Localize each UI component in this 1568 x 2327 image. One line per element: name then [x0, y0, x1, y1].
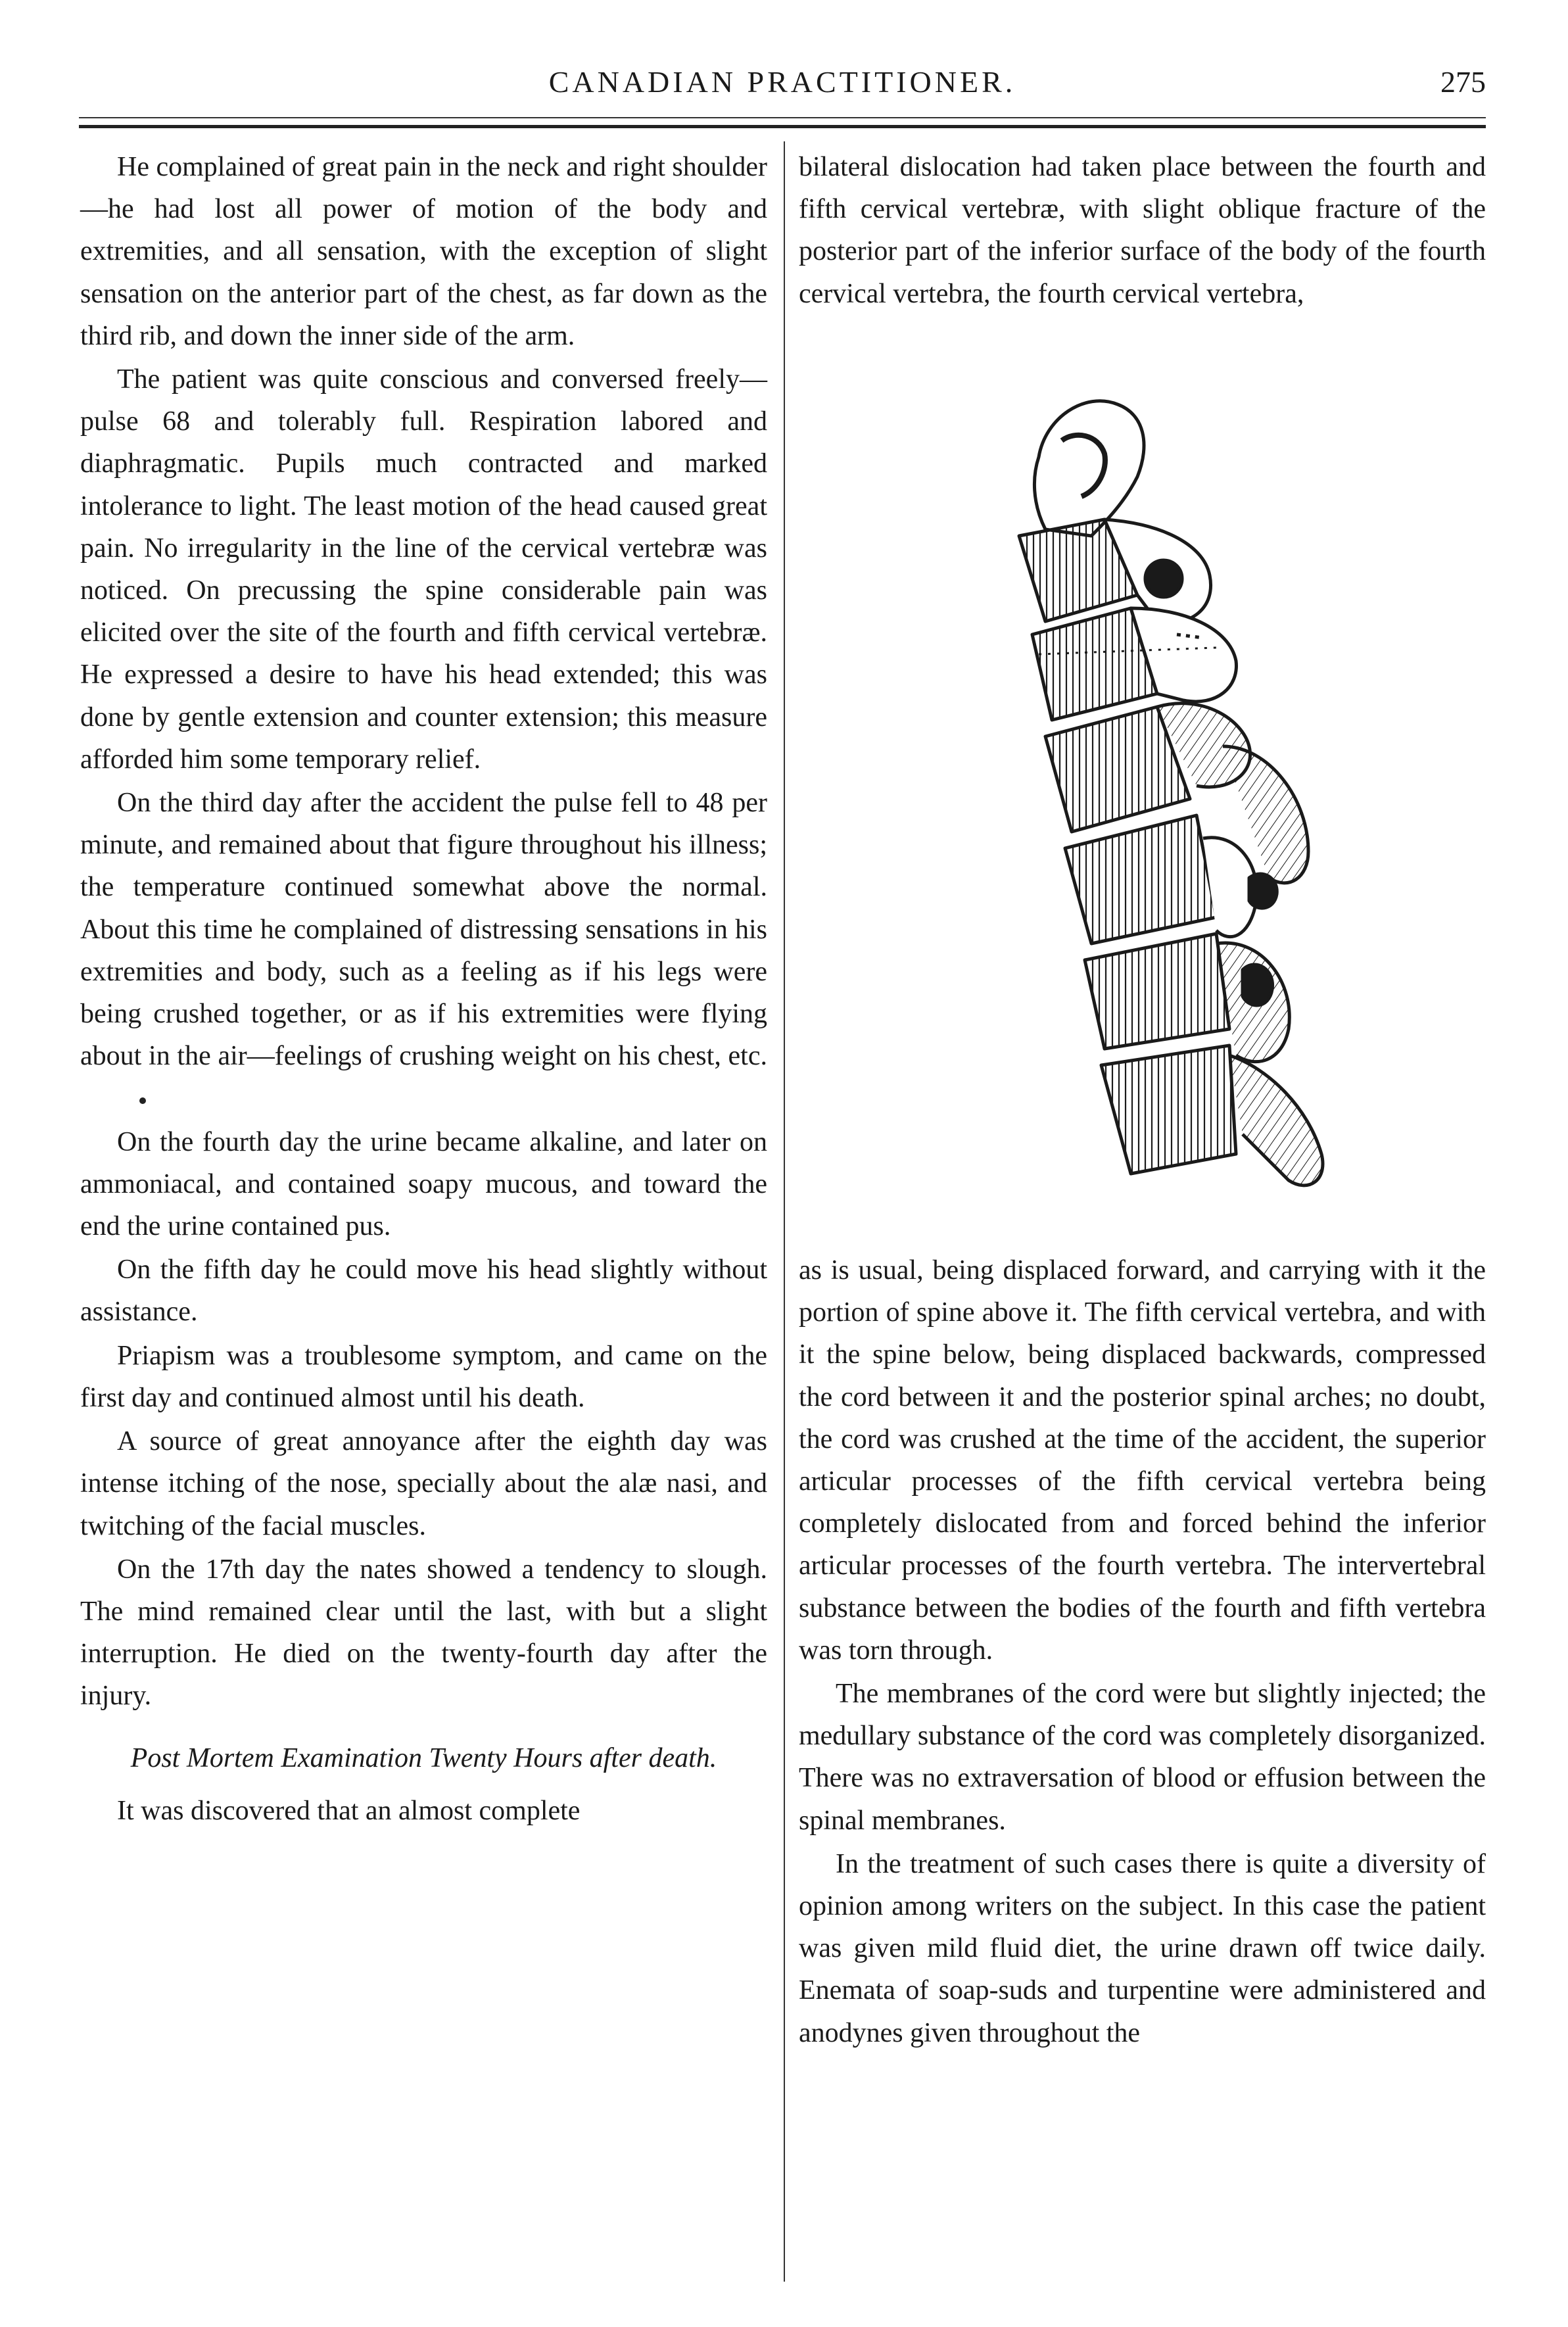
- paragraph: as is usual, being displaced forward, and carrying with it the portion of spine above it. The fifth cervical vertebra, and with it the spine below, being displaced backwards, compressed the cord between it and the posterior spinal arches; no doubt, the cord was crushed at the time of the accident, the superior articular processes of the fifth cervical vertebra being completely dislocated from and forced behind the inferior articular processes of the fourth vertebra. The intervertebral substance between the bodies of the fourth and fifth vertebra was torn through.: [799, 1255, 1486, 1666]
- paragraph: It was discovered that an almost complete: [117, 1795, 581, 1826]
- paragraph: [80, 782, 767, 1120]
- header-rule-thin: [79, 117, 1486, 118]
- running-title: CANADIAN PRACTITIONER.: [548, 65, 1016, 99]
- section-subheading: Post Mortem Examination Twenty Hours after death.: [130, 1742, 717, 1773]
- paragraph: On the 17th day the nates showed a tendency to slough. The mind remained clear until the last, with but a slight interruption. He died on the twenty-fourth day after the injury.: [80, 1554, 767, 1712]
- paragraph: The membranes of the cord were but slightly injected; the medullary substance of the cord was completely disorganized. There was no extraversation of blood or effusion between the spinal membranes.: [799, 1679, 1486, 1836]
- page-header: [79, 64, 1486, 104]
- cervical-spine-illustration-icon: [940, 378, 1354, 1233]
- paragraph: He complained of great pain in the neck and right shoulder—he had lost all power of motion of the body and extremities, and all sensation, with the exception of slight sensation on the anterior part of the chest, as far down as the third rib, and down the inner side of the arm.: [80, 152, 768, 351]
- printing-mark-dot: [139, 1097, 146, 1104]
- right-column-bottom: [799, 1249, 1486, 2054]
- paragraph: On the fifth day he could move his head slightly without assistance.: [80, 1255, 767, 1328]
- paragraph: A source of great annoyance after the eighth day was intense itching of the nose, specially about the alæ nasi, and twitching of the facial muscles.: [80, 1426, 767, 1541]
- paragraph-continued: bilateral dislocation had taken place between the fourth and fifth cervical vertebræ, with slight oblique fracture of the posterior part of the inferior surface of the body of the fourth cervical vertebra, the fourth cervical vertebra,: [799, 152, 1486, 309]
- paragraph: In the treatment of such cases there is quite a diversity of opinion among writers on the subject. In this case the patient was given mild fluid diet, the urine drawn off twice daily. Enemata of soap-suds and turpentine were administered and anodynes given throughout the: [799, 1848, 1486, 2048]
- column-divider: [784, 141, 785, 2282]
- header-rule-thick: [79, 125, 1486, 128]
- right-column-top: [799, 146, 1486, 315]
- left-column: [80, 146, 767, 1832]
- page-number: 275: [1440, 65, 1486, 99]
- spine-figure-svg: [940, 378, 1354, 1233]
- paragraph: The patient was quite conscious and conversed freely—pulse 68 and tolerably full. Respiration labored and diaphragmatic. Pupils much contracted and marked intolerance to light. The least motion of the head caused great pain. No irregularity in the line of the cervical vertebræ was noticed. On precussing the spine considerable pain was elicited over the site of the fourth and fifth cervical vertebræ. He expressed a desire to have his head extended; this was done by gentle extension and counter extension; this measure afforded him some temporary relief.: [80, 364, 767, 775]
- paragraph: Priapism was a troublesome symptom, and came on the first day and continued almost until his death.: [80, 1340, 767, 1413]
- paragraph-text: On the third day after the accident the pulse fell to 48 per minute, and remained about that figure throughout his illness; the temperature continued somewhat above the normal. About this time he complained of distressing sensations in his extremities and body, such as a feeling as if his legs were being crushed together, or as if his extremities were flying about in the air—feelings of crushing weight on his chest, etc.: [80, 788, 767, 1072]
- paragraph: On the fourth day the urine became alkaline, and later on ammoniacal, and contained soapy mucous, and toward the end the urine contained pus.: [80, 1126, 767, 1242]
